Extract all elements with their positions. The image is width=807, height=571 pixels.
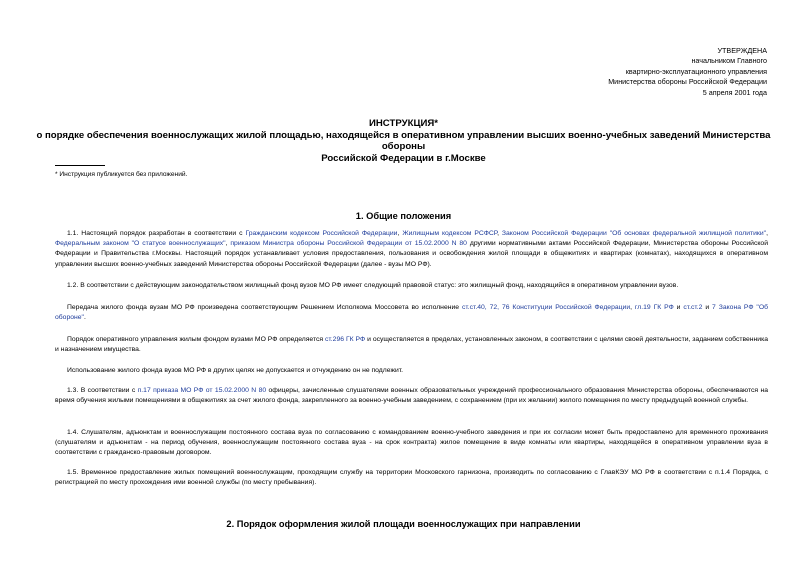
text-run: и: [673, 304, 684, 311]
paragraph-1-2-management: [55, 335, 768, 355]
text-run: 1.1. Настоящий порядок разработан в соответствии с: [67, 230, 246, 237]
document-title: [30, 118, 777, 164]
footnote-divider: [55, 165, 105, 166]
section-heading-1: 1. Общие положения: [355, 211, 452, 221]
paragraph-1-4: 1.4. Слушателям, адъюнктам и военнослужащим постоянного состава вуза по согласованию с командованием военно-учебного заведения и при их согласии может быть предоставлено для временного проживания (слушателям и адъюнктам - на период обучения, военнослужащим постоянного состава вуза - на срок контракта) жилое помещение в виде комнаты или квартиры, находящейся в оперативном управлении вуза в соответствии с гражданско-правовым договором.: [55, 429, 768, 457]
approval-line: начальником Главного: [691, 56, 767, 66]
paragraph-1-3: [55, 386, 768, 406]
paragraph-1-2-transfer: [55, 303, 768, 323]
approval-line: Министерства обороны Российской Федерации: [608, 77, 767, 87]
approval-line: УТВЕРЖДЕНА: [717, 46, 767, 55]
title-heading: ИНСТРУКЦИЯ*: [368, 118, 438, 129]
text-run: Передача жилого фонда вузам МО РФ произведена соответствующим Решением Исполкома Моссовета во исполнение: [67, 304, 462, 311]
paragraph-1-2: 1.2. В соответствии с действующим законодательством жилищный фонд вузов МО РФ имеет следующий правовой статус: это жилищный фонд, находящийся в оперативном управлении вузов.: [67, 282, 679, 289]
approval-block: [608, 46, 767, 98]
text-run: ,: [766, 230, 768, 237]
text-run: и осуществляется в пределах, установленных законом, в соответствии с целями своей деятельности, заданием собственника и назначением имущества.: [55, 336, 768, 354]
link-housing-policy-law[interactable]: Законом Российской Федерации "Об основах федеральной жилищной политики": [501, 230, 767, 237]
text-run: другими нормативными актами Российской Федерации, Министерства обороны Российской Федерации и Правительства г.Москвы. Настоящий порядок устанавливает условия предоставления, пользования и освобождения жилой площади в общежитиях и квартирах (комнатах), находящихся в оперативном управлении высших военно-учебных заведений Министерства обороны Российской Федерации (далее - вузы МО РФ).: [55, 240, 769, 268]
text-run: ,: [225, 240, 231, 248]
text-run: ,: [497, 230, 502, 237]
link-civil-code[interactable]: Гражданским кодексом Российской Федерации: [245, 230, 398, 237]
link-articles-2[interactable]: ст.ст.2: [683, 304, 703, 311]
text-run: 1.3. В соответствии с: [67, 387, 138, 394]
text-run: ,: [630, 304, 635, 311]
approval-line: квартирно-эксплуатационного управления: [625, 66, 767, 76]
link-military-status-law[interactable]: Федеральным законом "О статусе военнослужащих": [55, 240, 226, 248]
paragraph-1-2-usage: Использование жилого фонда вузов МО РФ в других целях не допускается и отчуждению он не подлежит.: [67, 367, 404, 374]
title-subtitle-cont: Российской Федерации в г.Москве: [321, 152, 486, 164]
paragraph-1-5: 1.5. Временное предоставление жилых помещений военнослужащим, проходящим службу на территории Московского гарнизона, производить по согласованию с ГлавКЭУ МО РФ в соответствии с п.1.4 Порядка, с регистрацией по месту прохождения ими военной службы (по месту пребывания).: [55, 469, 768, 487]
link-defense-law[interactable]: 7 Закона РФ "Об обороне": [55, 304, 769, 322]
text-run: и: [702, 304, 713, 311]
link-order-80-p17[interactable]: п.17 приказа МО РФ от 15.02.2000 N 80: [137, 387, 267, 394]
text-run: офицеры, зачисленные слушателями военных образовательных учреждений профессионального образования Министерства обороны, обеспечиваются на время обучения жилыми помещениями в общежитиях за счет жилого фонда, закрепленного за военно-учебным заведением, с сохранением (при их желании) жилого помещения по месту предыдущей военной службы.: [55, 387, 768, 405]
text-run: .: [83, 314, 86, 322]
paragraph-1-1: [55, 229, 768, 270]
link-order-80[interactable]: приказом Министра обороны Российской Федерации от 15.02.2000 N 80: [230, 240, 467, 248]
link-constitution-articles[interactable]: ст.ст.40, 72, 76 Конституции Российской Федерации: [461, 304, 631, 311]
text-run: Порядок оперативного управления жилым фондом вузами МО РФ определяется: [67, 336, 326, 343]
approval-date: 5 апреля 2001 года: [702, 87, 767, 97]
link-civil-code-ch19[interactable]: гл.19 ГК РФ: [634, 304, 674, 311]
footnote: * Инструкция публикуется без приложений.: [55, 171, 188, 178]
text-run: ,: [397, 230, 403, 237]
link-housing-code[interactable]: Жилищным кодексом РСФСР: [402, 230, 498, 237]
link-civil-code-296[interactable]: ст.296 ГК РФ: [325, 336, 366, 343]
section-heading-2: 2. Порядок оформления жилой площади военнослужащих при направлении: [226, 519, 581, 529]
title-subtitle: о порядке обеспечения военнослужащих жилой площадью, находящейся в оперативном управлении высших военно-учебных заведений Министерства обороны: [36, 129, 771, 152]
